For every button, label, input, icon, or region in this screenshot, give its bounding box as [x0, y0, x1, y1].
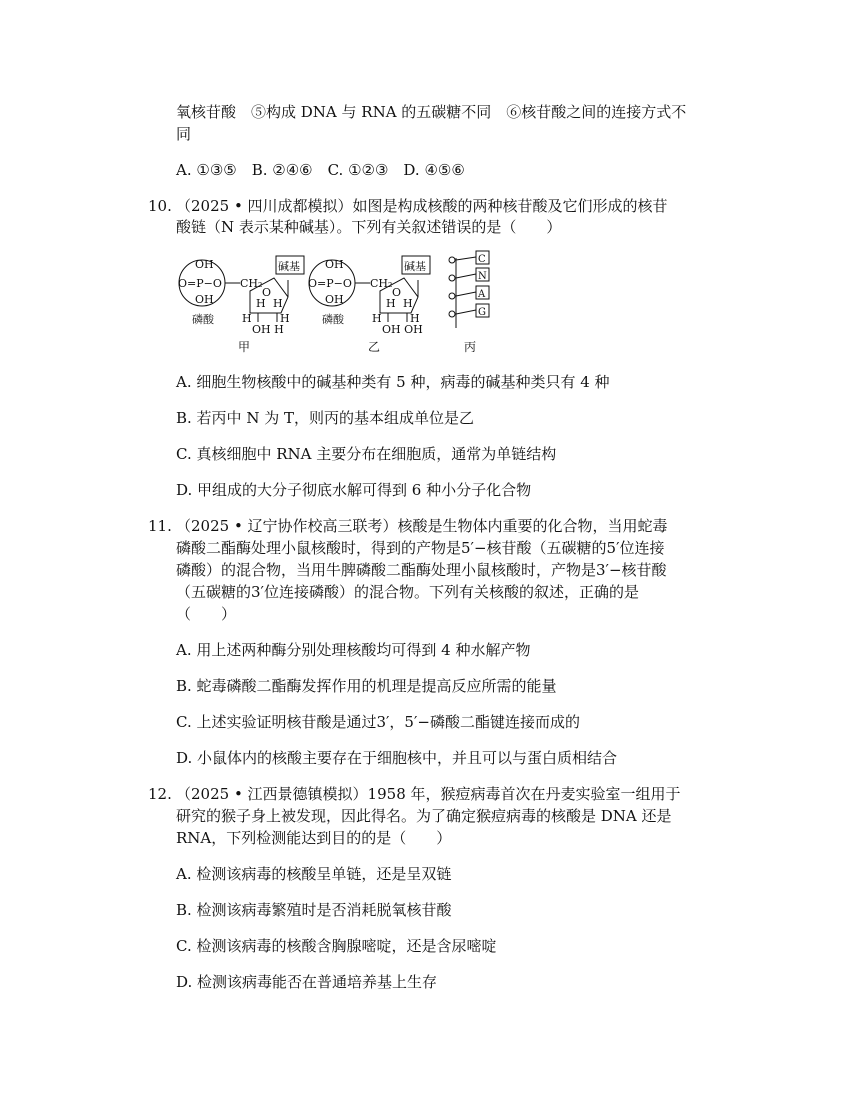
yi-oh-top: OH	[325, 258, 344, 271]
question-11-stem-line-5: （ ）	[176, 605, 237, 623]
yi-h-2: H	[403, 297, 413, 310]
jia-ring-oxygen: O	[262, 286, 272, 299]
jia-phosphate-group: O=P−O	[178, 277, 222, 290]
jia-oh-top: OH	[195, 258, 214, 271]
jia-oh-bottom: OH	[195, 293, 214, 306]
question-10-stem-line-1: （2025 • 四川成都模拟）如图是构成核酸的两种核苷酸及它们形成的核苷	[176, 197, 668, 215]
question-11-stem-line-3: 磷酸）的混合物，当用牛脾磷酸二酯酶处理小鼠核酸时，产物是3′−核苷酸	[176, 561, 667, 579]
question-12-stem-line-2: 研究的猴子身上被发现，因此得名。为了确定猴痘病毒的核酸是 DNA 还是	[176, 807, 672, 825]
q12-option-b[interactable]: B. 检测该病毒繁殖时是否消耗脱氧核苷酸	[176, 901, 452, 919]
q12-option-c[interactable]: C. 检测该病毒的核酸含胸腺嘧啶，还是含尿嘧啶	[176, 937, 497, 955]
yi-h-3: H	[372, 312, 382, 325]
chain-base-1: C	[478, 254, 486, 265]
question-11-stem-line-1: （2025 • 辽宁协作校高三联考）核酸是生物体内重要的化合物，当用蛇毒	[176, 517, 668, 535]
yi-phosphate-label: 磷酸	[322, 313, 344, 326]
jia-h-4: H	[280, 312, 290, 325]
jia-h-1: H	[256, 297, 266, 310]
jia-h-3: H	[242, 312, 252, 325]
carryover-options: A. ①③⑤ B. ②④⑥ C. ①②③ D. ④⑤⑥	[176, 161, 465, 179]
yi-ch2: CH₂	[370, 277, 393, 290]
chain-base-4: G	[478, 307, 486, 318]
carryover-line-2: 同	[176, 125, 192, 143]
yi-oh-oh: OH OH	[382, 323, 423, 336]
jia-base-box: 碱基	[278, 260, 300, 273]
yi-h-4: H	[410, 312, 420, 325]
jia-oh-h: OH H	[252, 323, 284, 336]
q10-option-b[interactable]: B. 若丙中 N 为 T，则丙的基本组成单位是乙	[176, 409, 474, 427]
yi-oh-bottom: OH	[325, 293, 344, 306]
q11-option-c[interactable]: C. 上述实验证明核苷酸是通过3′，5′−磷酸二酯键连接而成的	[176, 713, 580, 731]
q11-option-a[interactable]: A. 用上述两种酶分别处理核酸均可得到 4 种水解产物	[176, 641, 531, 659]
question-12-stem-line-1: （2025 • 江西景德镇模拟）1958 年，猴痘病毒首次在丹麦实验室一组用于	[176, 785, 681, 803]
q12-option-d[interactable]: D. 检测该病毒能否在普通培养基上生存	[176, 973, 438, 991]
question-10-stem-line-2: 酸链（N 表示某种碱基）。下列有关叙述错误的是（ ）	[176, 218, 562, 236]
question-11-number: 11.	[148, 517, 172, 535]
yi-base-box: 碱基	[404, 260, 426, 273]
question-12-number: 12.	[148, 785, 172, 803]
question-10-number: 10.	[148, 197, 172, 215]
figure-label-jia: 甲	[238, 340, 251, 354]
yi-ring-oxygen: O	[392, 286, 402, 299]
nucleotide-figure	[176, 250, 506, 360]
q10-option-c[interactable]: C. 真核细胞中 RNA 主要分布在细胞质，通常为单链结构	[176, 445, 557, 463]
q12-option-a[interactable]: A. 检测该病毒的核酸呈单链，还是呈双链	[176, 865, 452, 883]
question-12-stem-line-3: RNA，下列检测能达到目的的是（ ）	[176, 829, 452, 847]
carryover-line-1: 氧核苷酸 ⑤构成 DNA 与 RNA 的五碳糖不同 ⑥核苷酸之间的连接方式不	[176, 103, 687, 121]
jia-h-2: H	[273, 297, 283, 310]
jia-ch2: CH₂	[240, 277, 263, 290]
q11-option-d[interactable]: D. 小鼠体内的核酸主要存在于细胞核中，并且可以与蛋白质相结合	[176, 749, 618, 767]
figure-label-yi: 乙	[368, 340, 381, 354]
yi-h-1: H	[386, 297, 396, 310]
q11-option-b[interactable]: B. 蛇毒磷酸二酯酶发挥作用的机理是提高反应所需的能量	[176, 677, 557, 695]
chain-base-3: A	[478, 289, 486, 300]
yi-phosphate-group: O=P−O	[308, 277, 352, 290]
q10-option-d[interactable]: D. 甲组成的大分子彻底水解可得到 6 种小分子化合物	[176, 481, 532, 499]
q10-option-a[interactable]: A. 细胞生物核酸中的碱基种类有 5 种，病毒的碱基种类只有 4 种	[176, 373, 610, 391]
question-11-stem-line-2: 磷酸二酯酶处理小鼠核酸时，得到的产物是5′−核苷酸（五碳糖的5′位连接	[176, 539, 665, 557]
jia-phosphate-label: 磷酸	[192, 313, 214, 326]
chain-base-2: N	[478, 271, 487, 282]
question-11-stem-line-4: （五碳糖的3′位连接磷酸）的混合物。下列有关核酸的叙述，正确的是	[176, 583, 639, 601]
figure-label-bing: 丙	[464, 340, 477, 354]
